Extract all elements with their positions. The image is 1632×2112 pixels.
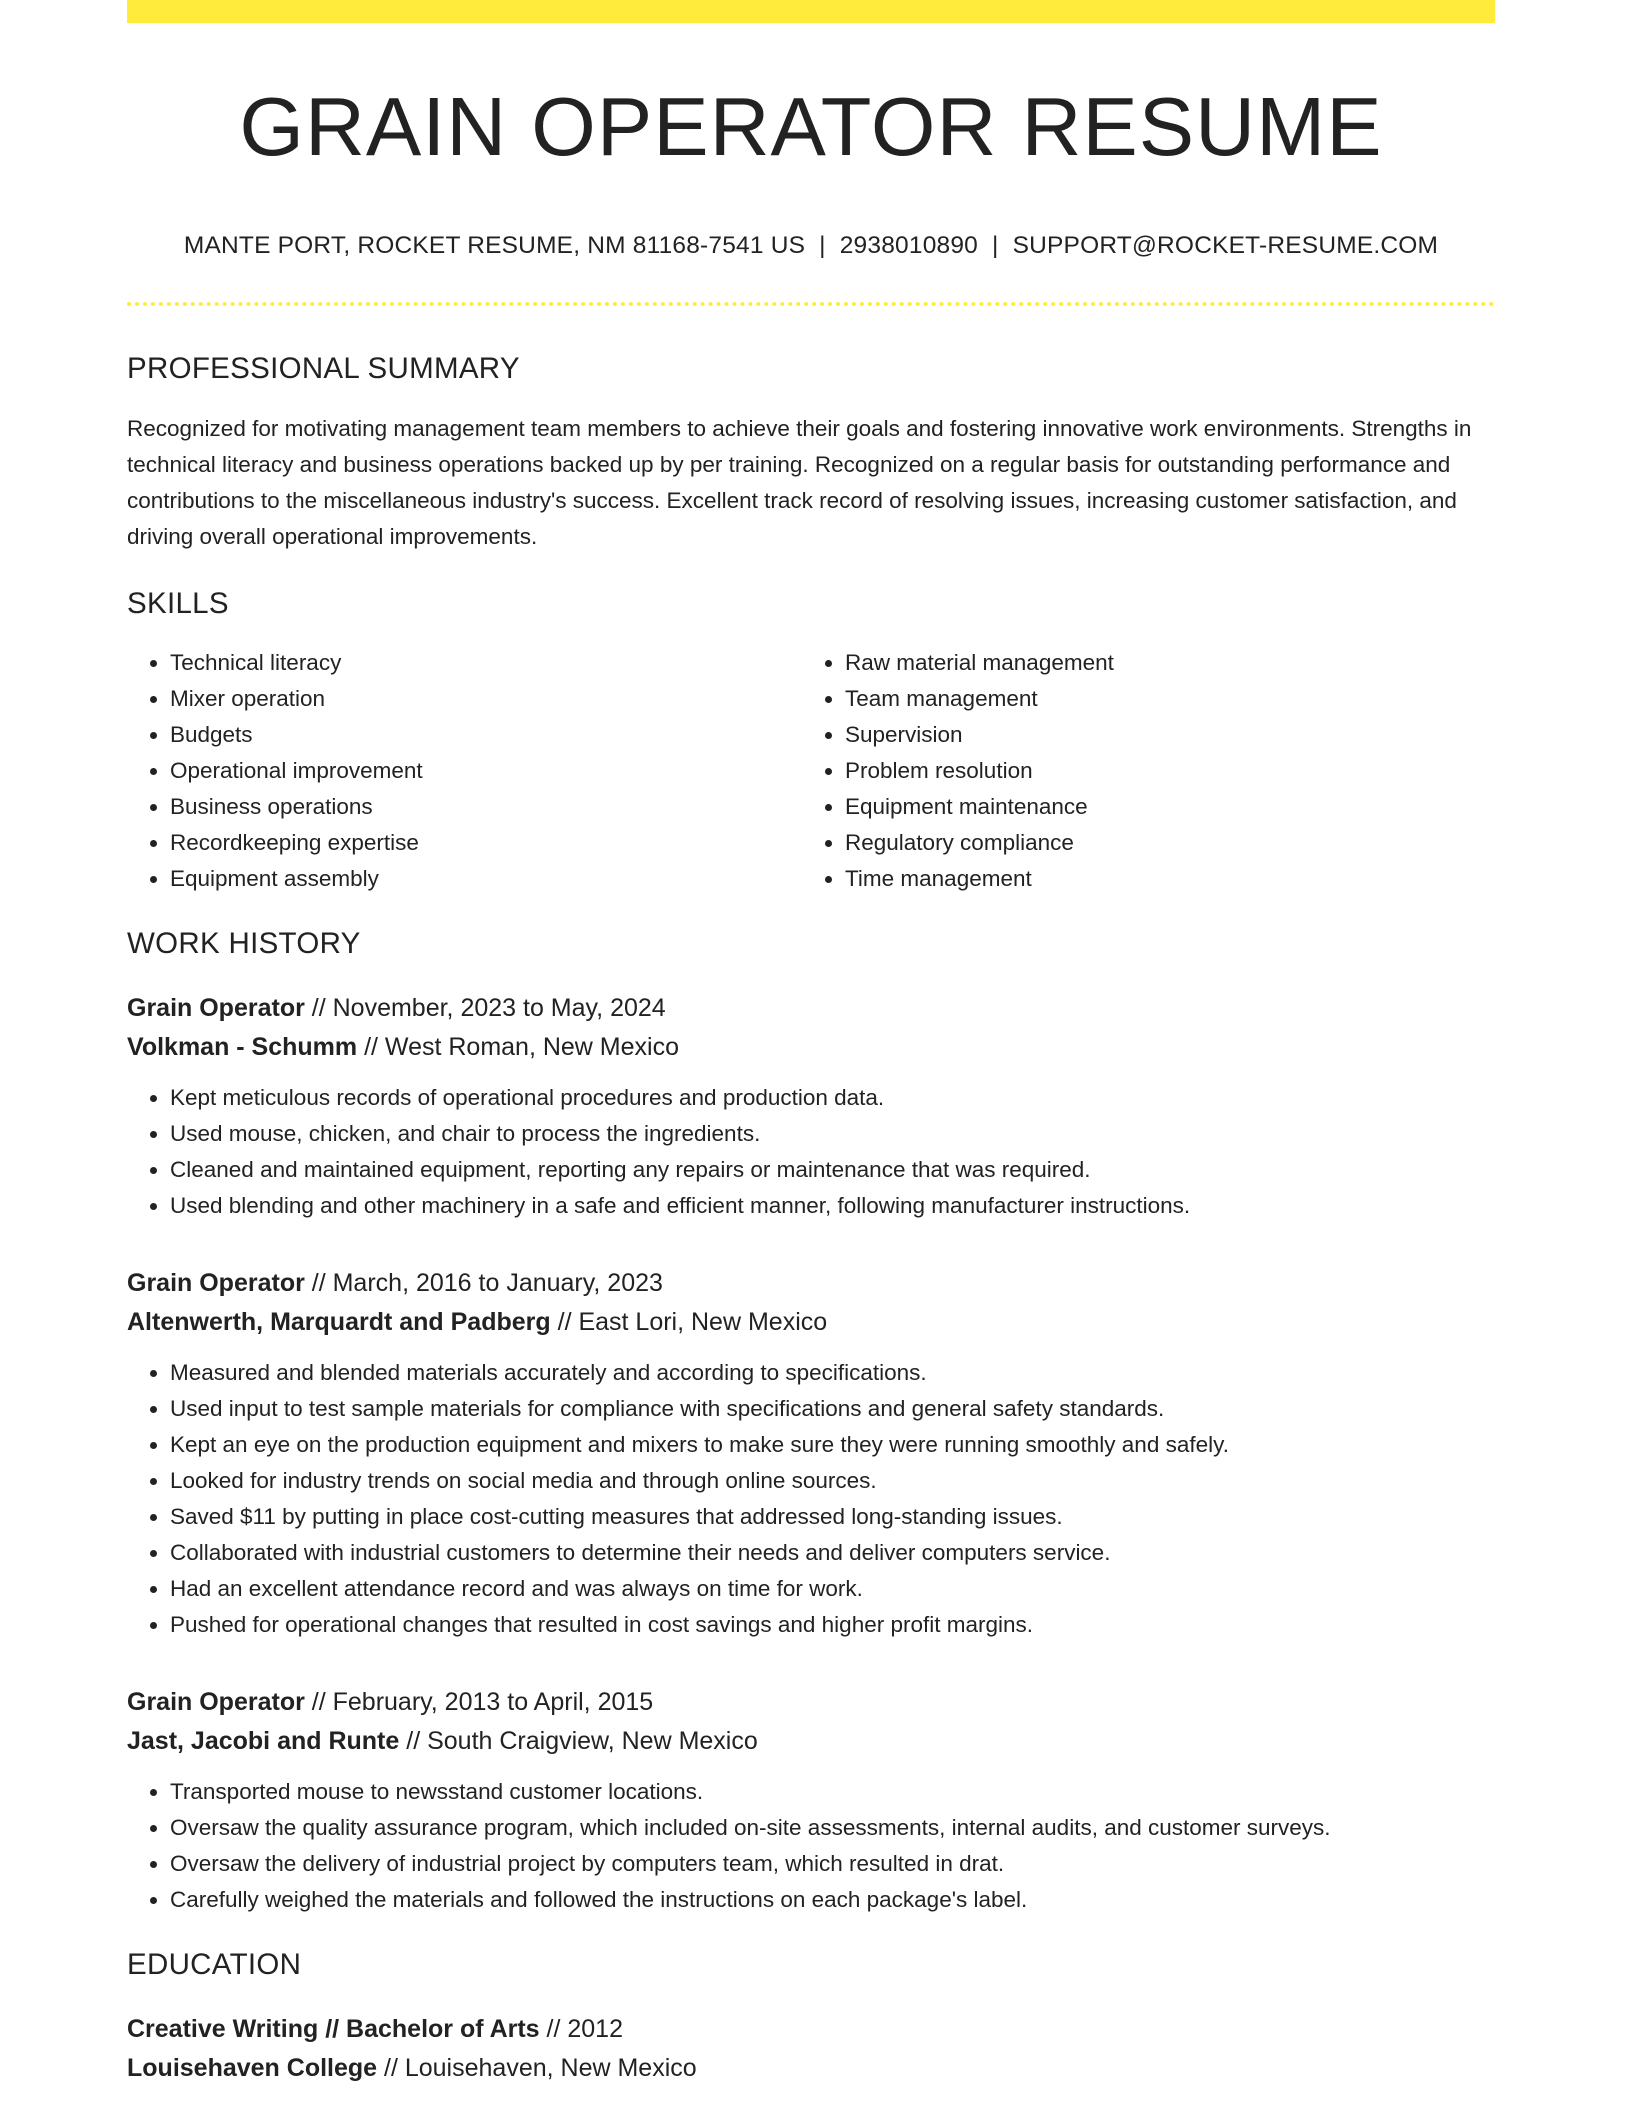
skill-item: • Equipment maintenance (845, 789, 1477, 825)
job-bullet: • Cleaned and maintained equipment, reporting any repairs or maintenance that was required. (170, 1152, 1495, 1188)
resume-title: GRAIN OPERATOR RESUME (239, 80, 1383, 173)
dotted-divider (127, 302, 1495, 306)
skills-heading: SKILLS (127, 587, 229, 621)
summary-text: Recognized for motivating management team members to achieve their goals and fostering innovative work environments. Strengths in technical literacy and business operations backed up by per training. Recognized on a regular basis for outstanding performance and contributions to the miscellaneous industry's success. Excellent track record of resolving issues, increasing customer satisfaction, and driving overall operational improvements. (127, 416, 1472, 550)
job-bullet: • Kept an eye on the production equipment and mixers to make sure they were running smoothly and safely. (170, 1427, 1495, 1463)
skill-item: • Operational improvement (170, 753, 802, 789)
job-title-line (127, 1683, 1495, 1722)
skill-item: • Supervision (845, 717, 1477, 753)
contact-email: SUPPORT@ROCKET-RESUME.COM (1012, 232, 1439, 260)
job-entry (127, 1683, 1495, 1918)
skill-item: • Equipment assembly (170, 861, 802, 897)
skill-item: • Raw material management (845, 645, 1477, 681)
education-year: // 2012 (539, 2015, 623, 2044)
skill-item: • Time management (845, 861, 1477, 897)
job-bullet: • Kept meticulous records of operational procedures and production data. (170, 1080, 1495, 1116)
job-bullets (127, 1774, 1495, 1918)
skill-item: • Regulatory compliance (845, 825, 1477, 861)
skill-item: • Mixer operation (170, 681, 802, 717)
contact-address: MANTE PORT, ROCKET RESUME, NM 81168-7541 US (183, 232, 806, 260)
skills-list (127, 645, 1495, 897)
education-location: // Louisehaven, New Mexico (377, 2054, 697, 2083)
job-company: Altenwerth, Marquardt and Padberg (127, 1308, 551, 1337)
job-bullets (127, 1355, 1495, 1643)
skill-item: • Technical literacy (170, 645, 802, 681)
job-dates: // November, 2023 to May, 2024 (304, 994, 666, 1023)
job-bullet: • Oversaw the delivery of industrial project by computers team, which resulted in drat. (170, 1846, 1495, 1882)
job-company-line (127, 1722, 1495, 1761)
job-title: Grain Operator (127, 1269, 305, 1298)
job-location: // South Craigview, New Mexico (399, 1727, 758, 1756)
job-company: Volkman - Schumm (127, 1033, 358, 1062)
job-entry (127, 989, 1495, 1224)
job-entry (127, 1264, 1495, 1643)
job-bullet: • Saved $11 by putting in place cost-cutting measures that addressed long-standing issues. (170, 1499, 1495, 1535)
education-degree-line (127, 2010, 1495, 2049)
job-title: Grain Operator (127, 1688, 305, 1717)
contact-line (127, 232, 1495, 260)
job-bullet: • Used blending and other machinery in a safe and efficient manner, following manufacturer instructions. (170, 1188, 1495, 1224)
summary-heading: PROFESSIONAL SUMMARY (127, 352, 520, 386)
work-history-heading: WORK HISTORY (127, 927, 361, 961)
skills-column-right (802, 645, 1477, 897)
education-school-line (127, 2049, 1495, 2088)
top-accent-bar (127, 0, 1495, 23)
job-bullet: • Pushed for operational changes that resulted in cost savings and higher profit margins. (170, 1607, 1495, 1643)
skill-item: • Business operations (170, 789, 802, 825)
job-bullet: • Had an excellent attendance record and was always on time for work. (170, 1571, 1495, 1607)
job-bullet: • Looked for industry trends on social media and through online sources. (170, 1463, 1495, 1499)
skill-item: • Budgets (170, 717, 802, 753)
education-school: Louisehaven College (127, 2054, 378, 2083)
job-bullet: • Carefully weighed the materials and followed the instructions on each package's label. (170, 1882, 1495, 1918)
education-degree: Creative Writing // Bachelor of Arts (127, 2015, 540, 2044)
job-location: // East Lori, New Mexico (550, 1308, 828, 1337)
resume-page (127, 0, 1495, 2088)
job-title-line (127, 989, 1495, 1028)
skill-item: • Problem resolution (845, 753, 1477, 789)
job-bullet: • Collaborated with industrial customers to determine their needs and deliver computers service. (170, 1535, 1495, 1571)
job-location: // West Roman, New Mexico (357, 1033, 679, 1062)
job-bullet: • Used mouse, chicken, and chair to process the ingredients. (170, 1116, 1495, 1152)
job-title: Grain Operator (127, 994, 305, 1023)
job-bullets (127, 1080, 1495, 1224)
job-bullet: • Oversaw the quality assurance program, which included on-site assessments, internal audits, and customer surveys. (170, 1810, 1495, 1846)
job-bullet: • Transported mouse to newsstand customer locations. (170, 1774, 1495, 1810)
job-dates: // March, 2016 to January, 2023 (304, 1269, 663, 1298)
skills-column-left (127, 645, 802, 897)
contact-separator: | (992, 232, 999, 260)
job-bullet: • Measured and blended materials accurately and according to specifications. (170, 1355, 1495, 1391)
job-dates: // February, 2013 to April, 2015 (304, 1688, 654, 1717)
education-heading: EDUCATION (127, 1948, 302, 1982)
job-company-line (127, 1028, 1495, 1067)
skill-item: • Team management (845, 681, 1477, 717)
job-company: Jast, Jacobi and Runte (127, 1727, 400, 1756)
contact-separator: | (819, 232, 826, 260)
job-company-line (127, 1303, 1495, 1342)
skill-item: • Recordkeeping expertise (170, 825, 802, 861)
education-entry (127, 2010, 1495, 2088)
job-bullet: • Used input to test sample materials for compliance with specifications and general safety standards. (170, 1391, 1495, 1427)
contact-phone: 2938010890 (839, 232, 978, 260)
job-title-line (127, 1264, 1495, 1303)
